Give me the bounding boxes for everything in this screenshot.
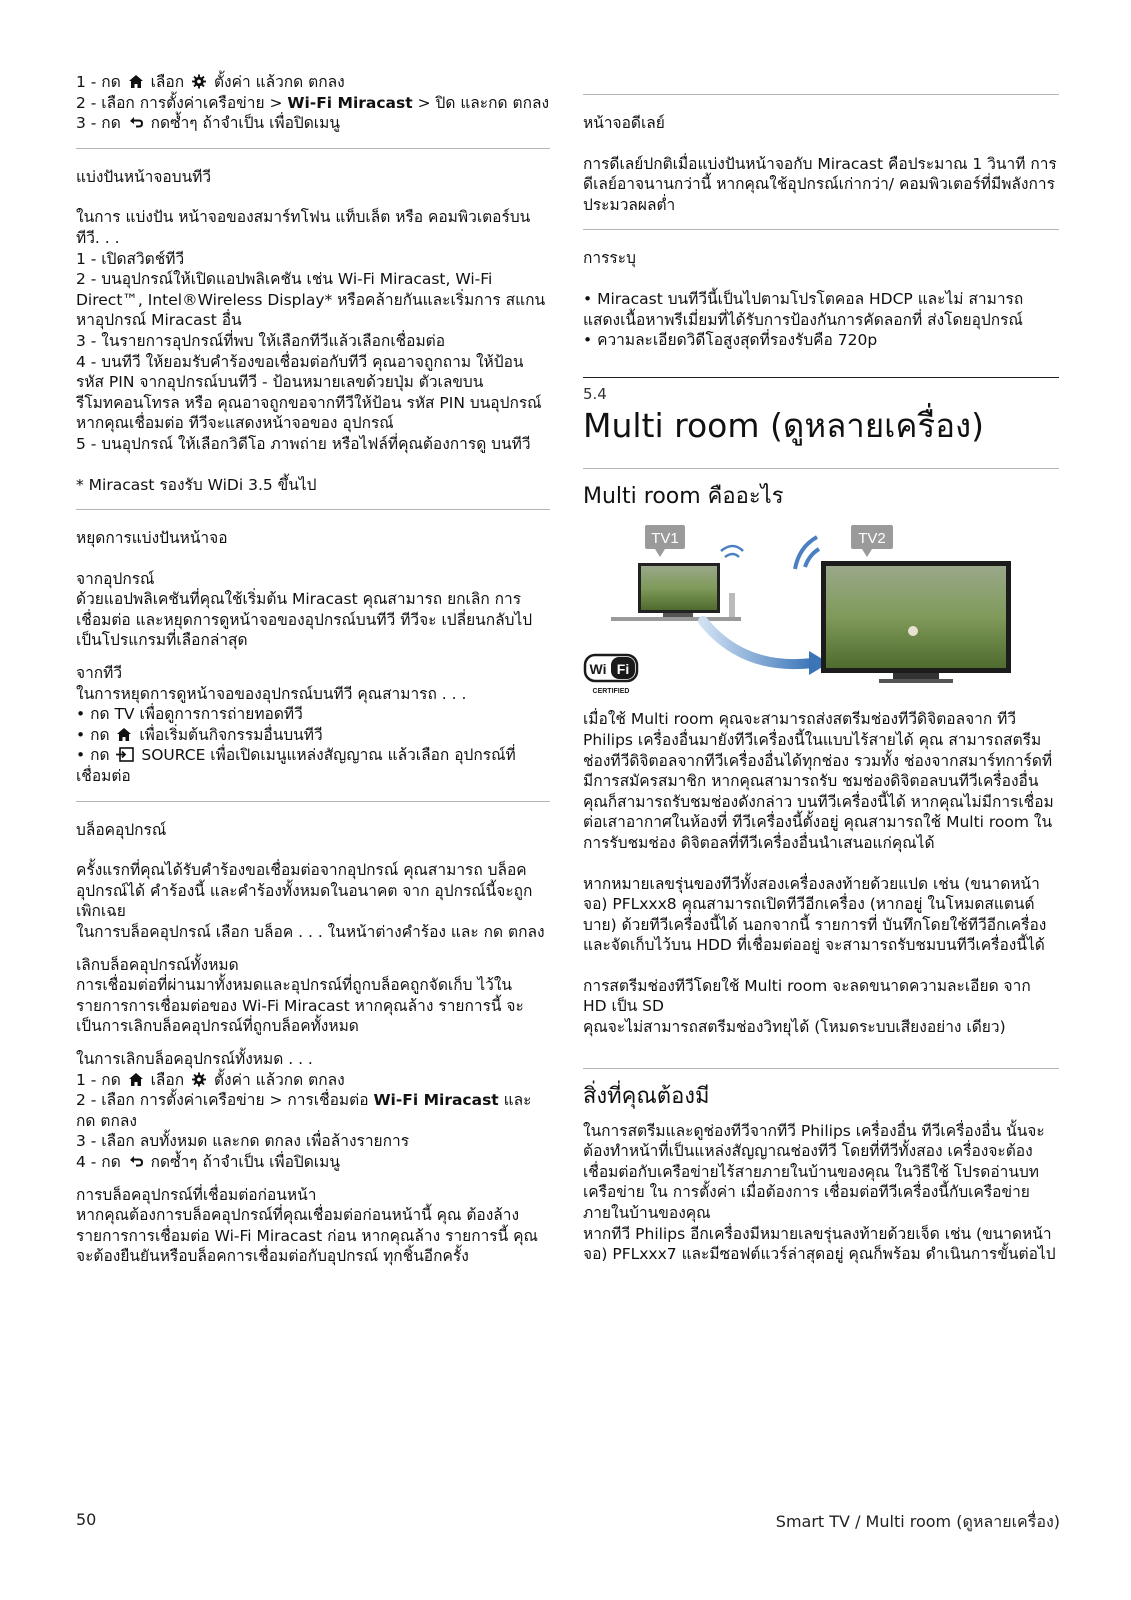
share-step-1: 1 - เปิดสวิตช์ทีวี xyxy=(76,249,185,268)
unblock-step-2: 2 - เลือก การตั้งค่าเครือข่าย > การเชื่อมต่อ Wi-Fi Miracast และกด ตกลง xyxy=(76,1091,532,1130)
unblock-step-4: 4 - กด กดซ้ำๆ ถ้าจำเป็น เพื่อปิดเมนู xyxy=(76,1152,340,1171)
stop-tv-bullet-2: • กด เพื่อเริ่มต้นกิจกรรมอื่นบนทีวี xyxy=(76,725,323,744)
footer-breadcrumb: Smart TV / Multi room (ดูหลายเครื่อง) xyxy=(775,1512,1060,1531)
spec-bullet-2: • ความละเอียดวิดีโอสูงสุดที่รองรับคือ 720p xyxy=(583,331,878,350)
svg-text:TV2: TV2 xyxy=(858,530,886,548)
gear-icon xyxy=(191,74,207,89)
divider xyxy=(583,1068,1059,1069)
divider xyxy=(76,509,550,510)
stream-arrow-icon xyxy=(703,621,813,664)
unblock-step-3: 3 - เลือก ลบทั้งหมด และกด ตกลง เพื่อล้างรายการ xyxy=(76,1132,410,1151)
divider xyxy=(76,801,550,802)
right-column xyxy=(583,94,1059,1265)
left-column xyxy=(76,72,550,1267)
share-intro: ในการ แบ่งปัน หน้าจอของสมาร์ทโฟน แท็บเล็ต หรือ คอมพิวเตอร์บนทีวี. . . xyxy=(76,208,531,247)
delay-text: การดีเลย์ปกติเมื่อแบ่งปันหน้าจอกับ Miracast คือประมาณ 1 วินาที การดีเลย์อาจนานกว่านี้ หากคุณใช้อุปกรณ์เก่ากว่า/ คอมพิวเตอร์ที่มีพลังการประมวลผลต่ำ xyxy=(583,154,1057,214)
back-icon xyxy=(128,1154,144,1169)
home-icon xyxy=(116,727,132,742)
wifi-signal-large-icon xyxy=(795,537,819,569)
prev-block-text: หากคุณต้องการบล็อคอุปกรณ์ที่คุณเชื่อมต่อก่อนหน้านี้ คุณ ต้องล้างรายการการเชื่อมต่อ Wi-Fi Miracast ก่อน หากคุณล้าง รายการนี้ คุณจะต้องยืนยันหรือบล็อคการเชื่อมต่อกับอุปกรณ์ ทุกชิ้นอีกครั้ง xyxy=(76,1206,538,1266)
divider xyxy=(583,229,1059,230)
section-number: 5.4 xyxy=(583,384,607,403)
spec-bullet-1: • Miracast บนทีวีนี้เป็นไปตามโปรโตคอล HDCP และไม่ สามารถแสดงเนื้อหาพรีเมี่ยมที่ได้รับการป้องกันการคัดลอกที่ ส่งโดยอุปกรณ์ xyxy=(583,289,1024,329)
delay-title: หน้าจอดีเลย์ xyxy=(583,114,665,132)
svg-text:Wi: Wi xyxy=(589,661,607,678)
stop-from-tv: จากทีวี xyxy=(76,664,123,683)
unblock-intro: ในการเลิกบล็อคอุปกรณ์ทั้งหมด . . . xyxy=(76,1049,313,1068)
svg-text:TV1: TV1 xyxy=(651,530,679,548)
home-icon xyxy=(128,74,144,89)
share-step-2: 2 - บนอุปกรณ์ให้เปิดแอปพลิเคชัน เช่น Wi-Fi Miracast, Wi-Fi Direct™, Intel®Wireless Display* หรือคล้ายกันและเริ่มการ สแกนหาอุปกรณ์ Miracast อื่น xyxy=(76,270,546,330)
what-title: Multi room คืออะไร xyxy=(583,484,784,510)
stop-title: หยุดการแบ่งปันหน้าจอ xyxy=(76,529,228,548)
step-1: 1 - กด เลือก ตั้งค่า แล้วกด ตกลง xyxy=(76,73,345,91)
block-title: บล็อคอุปกรณ์ xyxy=(76,820,167,839)
back-icon xyxy=(128,115,144,130)
unblock-text: การเชื่อมต่อที่ผ่านมาทั้งหมดและอุปกรณ์ที่ถูกบล็อคถูกจัดเก็บ ไว้ในรายการการเชื่อมต่อของ Wi-Fi Miracast หากคุณล้าง รายการนี้ จะเป็นการเลิกบล็อคอุปกรณ์ที่ถูกบล็อคทั้งหมด xyxy=(76,976,524,1036)
unblock-step-1: 1 - กด เลือก ตั้งค่า แล้วกด ตกลง xyxy=(76,1070,345,1089)
need-title: สิ่งที่คุณต้องมี xyxy=(583,1083,710,1109)
home-icon xyxy=(128,1072,144,1087)
what-paragraph-3: การสตรีมช่องทีวีโดยใช้ Multi room จะลดขนาดความละเอียด จาก HD เป็น SD xyxy=(583,976,1031,1016)
divider xyxy=(76,148,550,149)
wifi-signal-small-icon xyxy=(721,546,743,557)
stop-device-text: ด้วยแอปพลิเคชันที่คุณใช้เริ่มต้น Miracast คุณสามารถ ยกเลิก การเชื่อมต่อ และหยุดการดูหน้าจอของอุปกรณ์บนทีวี ทีวีจะ เปลี่ยนกลับไปเป็นโปรแกรมที่เลือกล่าสุด xyxy=(76,590,533,650)
prev-block-title: การบล็อคอุปกรณ์ที่เชื่อมต่อก่อนหน้า xyxy=(76,1185,317,1204)
spec-title: การระบุ xyxy=(583,249,636,268)
gear-icon xyxy=(191,1072,207,1087)
divider xyxy=(583,94,1059,95)
share-step-4: 4 - บนทีวี ให้ยอมรับคำร้องขอเชื่อมต่อกับทีวี คุณอาจถูกถาม ให้ป้อนรหัส PIN จากอุปกรณ์บนทีวี - ป้อนหมายเลขด้วยปุ่ม ตัวเลขบนรีโมทคอนโทรล หรือ คุณอาจถูกขอจากทีวีให้ป้อน รหัส PIN บนอุปกรณ์ หากคุณเชื่อมต่อ ทีวีจะแสดงหน้าจอของ อุปกรณ์ xyxy=(76,352,542,433)
network-box xyxy=(729,593,735,617)
svg-text:CERTIFIED: CERTIFIED xyxy=(592,688,630,696)
section-title: Multi room (ดูหลายเครื่อง) xyxy=(583,406,985,446)
stop-tv-bullet-1: • กด TV เพื่อดูการการถ่ายทอดทีวี xyxy=(76,705,303,724)
small-tv xyxy=(611,563,741,621)
what-paragraph-1: เมื่อใช้ Multi room คุณจะสามารถส่งสตรีมช่องทีวีดิจิตอลจาก ทีวี Philips เครื่องอื่นมายังทีวีเครื่องนี้ในแบบไร้สายได้ คุณ สามารถสตรีมช่องทีวีดิจิตอลจากทีวีเครื่องอื่นได้ทุกช่อง รวมทั้ง ช่องจากสมาร์ทการ์ดที่มีการสมัครสมาชิก หากคุณสามารถรับ ชมช่องดิจิตอลบนทีวีเครื่องอื่น คุณก็สามารถรับชมช่องดังกล่าว บนทีวีเครื่องนี้ได้ หากคุณไม่มีการเชื่อมต่อเสาอากาศในห้องที่ ทีวีเครื่องนี้ตั้งอยู่ คุณสามารถใช้ Multi room ในการรับชมช่อง ดิจิตอลที่ทีวีเครื่องอื่นนำเสนอแก่คุณได้ xyxy=(583,710,1054,852)
share-step-3: 3 - ในรายการอุปกรณ์ที่พบ ให้เลือกทีวีแล้วเลือกเชื่อมต่อ xyxy=(76,331,446,350)
step-2: 2 - เลือก การตั้งค่าเครือข่าย > Wi-Fi Miracast > ปิด และกด ตกลง xyxy=(76,93,550,112)
step-3: 3 - กด กดซ้ำๆ ถ้าจำเป็น เพื่อปิดเมนู xyxy=(76,114,340,133)
multiroom-illustration xyxy=(583,521,1059,701)
multiroom-figure xyxy=(583,521,1059,701)
stop-tv-intro: ในการหยุดการดูหน้าจอของอุปกรณ์บนทีวี คุณสามารถ . . . xyxy=(76,684,467,703)
need-paragraph-2: หากทีวี Philips อีกเครื่องมีหมายเลขรุ่นลงท้ายด้วยเจ็ด เช่น (ขนาดหน้าจอ) PFLxxx7 และมีซอฟต์แวร์ล่าสุดอยู่ คุณก็พร้อม ดำเนินการขั้นต่อไป xyxy=(583,1224,1056,1264)
what-paragraph-2: หากหมายเลขรุ่นของทีวีทั้งสองเครื่องลงท้ายด้วยแปด เช่น (ขนาดหน้าจอ) PFLxxx8 คุณสามารถเปิดทีวีอีกเครื่อง (หากอยู่ ในโหมดสแตนด์บาย) ด้วยทีวีเครื่องนี้ได้ นอกจากนี้ รายการที่ บันทึกโดยใช้ทีวีอีกเครื่องและจัดเก็บไว้บน HDD ที่เชื่อมต่ออยู่ จะสามารถรับชมบนทีวีเครื่องนี้ได้ xyxy=(583,874,1047,955)
svg-text:Fi: Fi xyxy=(616,661,630,678)
unblock-title: เลิกบล็อคอุปกรณ์ทั้งหมด xyxy=(76,955,239,974)
share-note: * Miracast รองรับ WiDi 3.5 ขึ้นไป xyxy=(76,475,317,494)
source-icon xyxy=(116,747,134,762)
share-title: แบ่งปันหน้าจอบนทีวี xyxy=(76,167,212,186)
stop-from-device: จากอุปกรณ์ xyxy=(76,569,155,588)
need-paragraph-1: ในการสตรีมและดูช่องทีวีจากทีวี Philips เครื่องอื่น ทีวีเครื่องอื่น นั้นจะต้องทำหน้าที่เป็นแหล่งสัญญาณช่องทีวี โดยที่ทีวีทั้งสอง เครื่องจะต้องเชื่อมต่อกับเครือข่ายไร้สายภายในบ้านของคุณ ในวิธีใช้ โปรดอ่านบท เครือข่าย ใน การตั้งค่า เมื่อต้องการ เชื่อมต่อทีวีเครื่องนี้กับเครือข่ายภายในบ้านของคุณ xyxy=(583,1121,1045,1223)
divider xyxy=(583,468,1059,469)
tv2-tag xyxy=(851,525,893,557)
block-text-2: ในการบล็อคอุปกรณ์ เลือก บล็อค . . . ในหน้าต่างคำร้อง และ กด ตกลง xyxy=(76,923,545,941)
page-number: 50 xyxy=(76,1510,97,1529)
large-tv xyxy=(821,561,1011,683)
stop-tv-bullet-3: • กด SOURCE เพื่อเปิดเมนูแหล่งสัญญาณ แล้วเลือก อุปกรณ์ที่เชื่อมต่อ xyxy=(76,746,516,786)
wifi-certified-logo xyxy=(585,655,637,695)
share-step-5: 5 - บนอุปกรณ์ ให้เลือกวิดีโอ ภาพถ่าย หรือไฟล์ที่คุณต้องการดู บนทีวี xyxy=(76,434,531,453)
block-text-1: ครั้งแรกที่คุณได้รับคำร้องขอเชื่อมต่อจากอุปกรณ์ คุณสามารถ บล็อค อุปกรณ์ได้ คำร้องนี้ และคำร้องทั้งหมดในอนาคต จาก อุปกรณ์นี้จะถูกเพิกเฉย xyxy=(76,861,533,921)
tv1-tag xyxy=(645,525,685,557)
section-rule xyxy=(583,377,1059,378)
what-paragraph-4: คุณจะไม่สามารถสตรีมช่องวิทยุได้ (โหมดระบบเสียงอย่าง เดียว) xyxy=(583,1018,1006,1037)
